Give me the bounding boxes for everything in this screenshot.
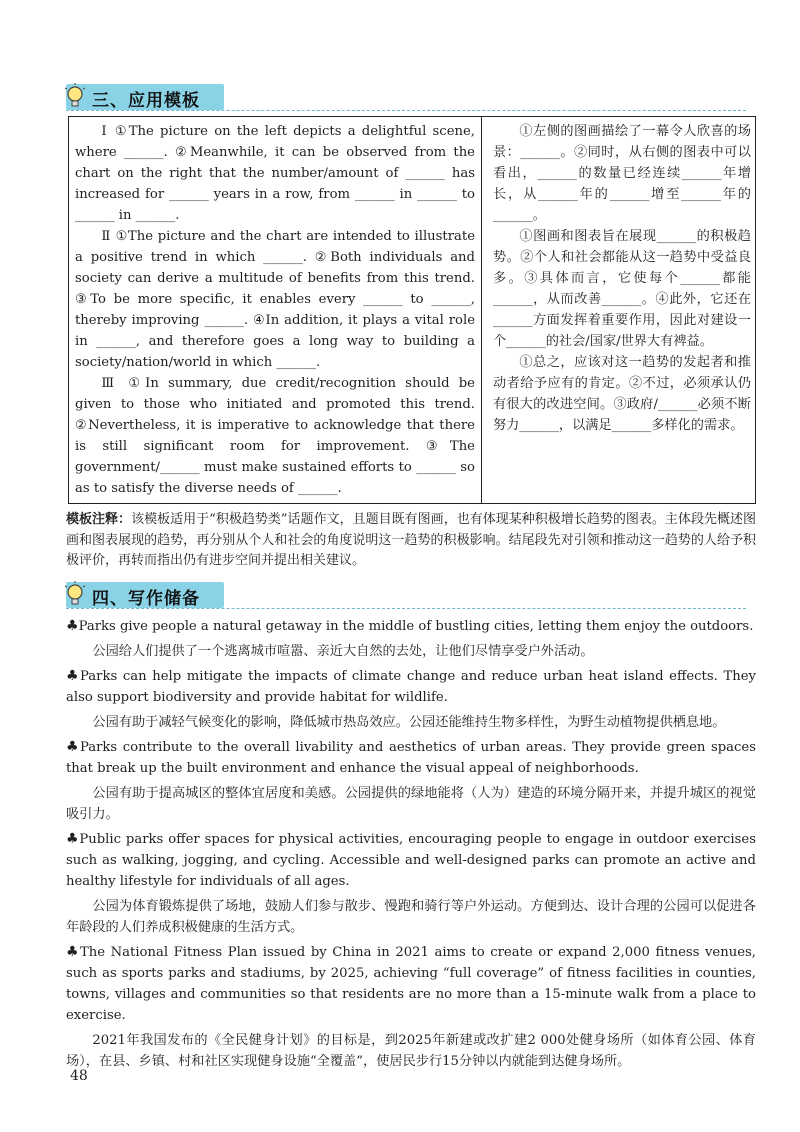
list-item-en: ♣Public parks offer spaces for physical activities, encouraging people to engage in outdoor exercises such as walking, jogging, and cycling. Accessible and well-designed parks can promote an active and healthy lifestyle for individuals of all ages. (66, 831, 756, 889)
lightbulb-icon (62, 82, 88, 112)
page-number: 48 (70, 1068, 88, 1084)
template-paragraph-2-zh: ①图画和图表旨在展现______的积极趋势。②个人和社会都能从这一趋势中受益良多。③具体而言，它使每个______都能______，从而改善______。④此外，它还在______方面发挥着重要作用，因此对建设一个______的社会/国家/世界大有裨益。 (493, 229, 751, 349)
template-note-label: 模板注释： (66, 512, 132, 527)
lightbulb-icon (62, 580, 88, 610)
club-icon: ♣ (66, 739, 80, 755)
template-paragraph-1-zh: ①左侧的图画描绘了一幕令人欣喜的场景：______。②同时，从右侧的图表中可以看出，______的数量已经连续______年增长，从______年的______增至______年的______。 (493, 124, 751, 223)
section-header-templates (66, 84, 746, 112)
section-title-bar (66, 582, 224, 608)
list-item-zh: 公园有助于减轻气候变化的影响，降低城市热岛效应。公园还能维持生物多样性，为野生动植物提供栖息地。 (92, 715, 726, 730)
template-note (66, 510, 756, 572)
list-item-zh: 公园有助于提高城区的整体宜居度和美感。公园提供的绿地能将（人为）建造的环境分隔开来，并提升城区的视觉吸引力。 (66, 786, 756, 822)
template-paragraph-2-en: Ⅱ ①The picture and the chart are intended to illustrate a positive trend in which ______. ②Both individuals and society can derive a multitude of benefits from this trend. ③To be more specific, it enables every ______ to ______, thereby improving ______. ④In addition, it plays a vital role in ______, and therefore goes a long way to building a society/nation/world in which ______. (75, 229, 475, 370)
section-title: 三、应用模板 (92, 91, 200, 111)
chinese-template-column (493, 121, 751, 436)
section-title-bar (66, 84, 224, 110)
template-note-text: 该模板适用于“积极趋势类”话题作文，且题目既有图画，也有体现某种积极增长趋势的图表。主体段先概述图画和图表展现的趋势，再分别从个人和社会的角度说明这一趋势的积极影响。结尾段先对引领和推动这一趋势的人给予积极评价，再转而指出仍有进步空间并提出相关建议。 (66, 512, 756, 568)
list-item-en: ♣Parks can help mitigate the impacts of climate change and reduce urban heat island effects. They also support biodiversity and provide habitat for wildlife. (66, 668, 756, 705)
club-icon: ♣ (66, 944, 80, 960)
column-divider (481, 117, 482, 503)
list-item-en: ♣The National Fitness Plan issued by China in 2021 aims to create or expand 2,000 fitness venues, such as sports parks and stadiums, by 2025, achieving “full coverage” of fitness facilities in counties, towns, villages and communities so that residents are no more than a 15-minute walk from a place to exercise. (66, 944, 756, 1023)
list-item-en: ♣Parks contribute to the overall livability and aesthetics of urban areas. They provide green spaces that break up the built environment and enhance the visual appeal of neighborhoods. (66, 739, 756, 776)
template-paragraph-3-zh: ①总之，应该对这一趋势的发起者和推动者给予应有的肯定。②不过，必须承认仍有很大的改进空间。③政府/______必须不断努力______，以满足______多样化的需求。 (493, 355, 751, 433)
list-item-zh: 2021年我国发布的《全民健身计划》的目标是，到2025年新建或改扩建2 000处健身场所（如体育公园、体育场），在县、乡镇、村和社区实现健身设施“全覆盖”，使居民步行15分钟以内就能到达健身场所。 (66, 1033, 756, 1069)
template-paragraph-3-en: Ⅲ ①In summary, due credit/recognition should be given to those who initiated and promoted this trend. ②Nevertheless, it is imperative to acknowledge that there is still significant room for improvement. ③The government/______ must make sustained efforts to ______ so as to satisfy the diverse needs of ______. (75, 376, 475, 496)
template-paragraph-1-en: Ⅰ ①The picture on the left depicts a delightful scene, where ______. ②Meanwhile, it can be observed from the chart on the right that the number/amount of ______ has increased for ______ years in a row, from ______ in ______ to ______ in ______. (75, 124, 475, 223)
section-rule (66, 110, 746, 111)
template-table (68, 116, 756, 504)
writing-prep-list (66, 616, 756, 1076)
section-header-writing-prep (66, 582, 746, 610)
club-icon: ♣ (66, 831, 80, 847)
list-item-en: ♣Parks give people a natural getaway in the middle of bustling cities, letting them enjoy the outdoors. (66, 618, 754, 634)
club-icon: ♣ (66, 618, 79, 634)
section-rule (66, 608, 746, 609)
list-item-zh: 公园为体育锻炼提供了场地，鼓励人们参与散步、慢跑和骑行等户外运动。方便到达、设计合理的公园可以促进各年龄段的人们养成积极健康的生活方式。 (66, 899, 756, 935)
club-icon: ♣ (66, 668, 80, 684)
section-title: 四、写作储备 (92, 589, 200, 609)
english-template-column (75, 121, 475, 499)
list-item-zh: 公园给人们提供了一个逃离城市喧嚣、亲近大自然的去处，让他们尽情享受户外活动。 (92, 644, 594, 659)
